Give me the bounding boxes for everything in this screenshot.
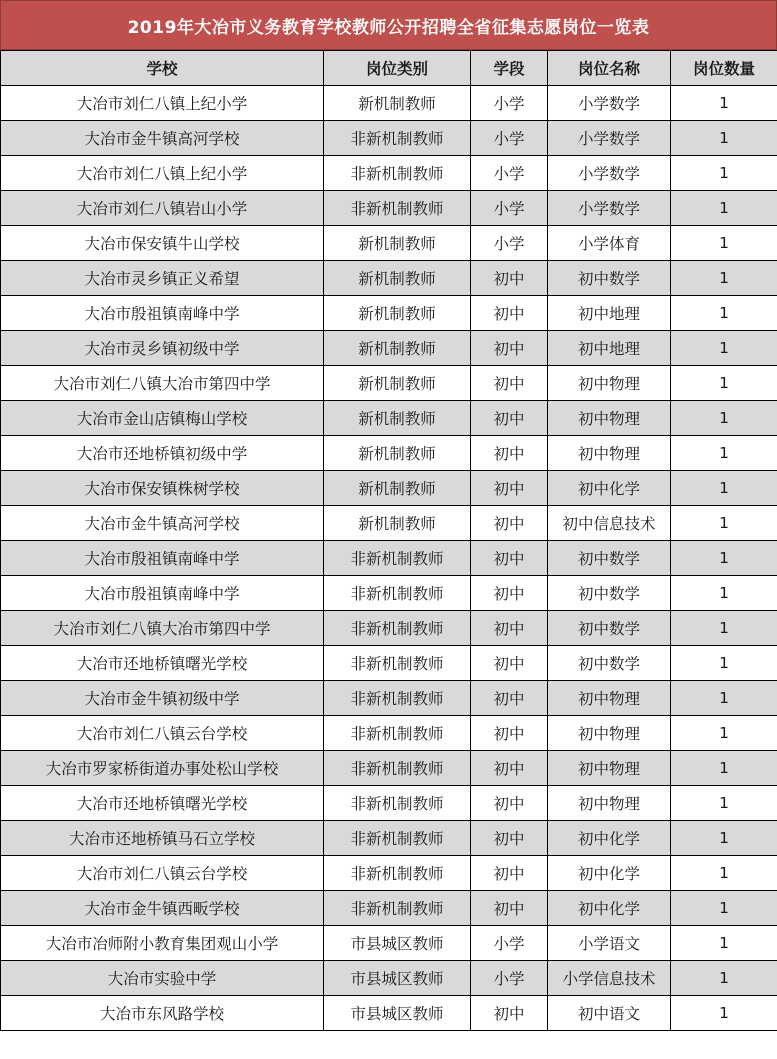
cell-position-name: 小学数学 [548, 156, 671, 191]
cell-school: 大冶市还地桥镇马石立学校 [1, 821, 324, 856]
table-row [1, 121, 777, 156]
cell-school: 大冶市刘仁八镇岩山小学 [1, 191, 324, 226]
cell-position-count: 1 [671, 821, 777, 856]
cell-school-level: 小学 [471, 226, 548, 261]
cell-school: 大冶市还地桥镇初级中学 [1, 436, 324, 471]
cell-school-level: 小学 [471, 121, 548, 156]
cell-school-level: 初中 [471, 821, 548, 856]
cell-school-level: 初中 [471, 401, 548, 436]
cell-position-category: 新机制教师 [324, 261, 471, 296]
table-title: 2019年大冶市义务教育学校教师公开招聘全省征集志愿岗位一览表 [0, 0, 777, 50]
cell-position-category: 非新机制教师 [324, 646, 471, 681]
cell-school: 大冶市金牛镇高河学校 [1, 121, 324, 156]
cell-position-category: 市县城区教师 [324, 961, 471, 996]
cell-school-level: 初中 [471, 436, 548, 471]
cell-position-name: 初中化学 [548, 471, 671, 506]
cell-school: 大冶市保安镇株树学校 [1, 471, 324, 506]
cell-position-name: 初中化学 [548, 821, 671, 856]
cell-school-level: 小学 [471, 86, 548, 121]
cell-school-level: 初中 [471, 856, 548, 891]
cell-position-count: 1 [671, 856, 777, 891]
cell-school: 大冶市殷祖镇南峰中学 [1, 541, 324, 576]
table-body [1, 86, 777, 1031]
column-header-position-count: 岗位数量 [671, 51, 777, 86]
column-header-position-category: 岗位类别 [324, 51, 471, 86]
cell-school: 大冶市冶师附小教育集团观山小学 [1, 926, 324, 961]
cell-position-name: 小学语文 [548, 926, 671, 961]
cell-school-level: 初中 [471, 611, 548, 646]
cell-position-category: 市县城区教师 [324, 996, 471, 1031]
cell-position-name: 初中数学 [548, 541, 671, 576]
cell-school: 大冶市刘仁八镇大冶市第四中学 [1, 611, 324, 646]
cell-position-count: 1 [671, 226, 777, 261]
cell-position-name: 初中物理 [548, 366, 671, 401]
cell-position-category: 非新机制教师 [324, 156, 471, 191]
cell-school-level: 初中 [471, 751, 548, 786]
cell-position-name: 初中物理 [548, 401, 671, 436]
table-row [1, 856, 777, 891]
cell-position-category: 非新机制教师 [324, 716, 471, 751]
cell-position-category: 非新机制教师 [324, 541, 471, 576]
cell-school-level: 初中 [471, 366, 548, 401]
cell-school-level: 初中 [471, 891, 548, 926]
cell-position-name: 初中数学 [548, 576, 671, 611]
table-row [1, 86, 777, 121]
cell-position-count: 1 [671, 506, 777, 541]
table-row [1, 261, 777, 296]
cell-position-count: 1 [671, 366, 777, 401]
cell-position-count: 1 [671, 891, 777, 926]
cell-school-level: 初中 [471, 716, 548, 751]
cell-position-category: 非新机制教师 [324, 681, 471, 716]
cell-school-level: 初中 [471, 681, 548, 716]
table-row [1, 436, 777, 471]
cell-school: 大冶市实验中学 [1, 961, 324, 996]
table-row [1, 191, 777, 226]
cell-position-count: 1 [671, 681, 777, 716]
table-row [1, 821, 777, 856]
cell-position-count: 1 [671, 261, 777, 296]
cell-position-category: 非新机制教师 [324, 191, 471, 226]
cell-position-count: 1 [671, 86, 777, 121]
cell-position-name: 初中物理 [548, 436, 671, 471]
cell-position-name: 初中物理 [548, 786, 671, 821]
cell-school: 大冶市殷祖镇南峰中学 [1, 576, 324, 611]
cell-position-category: 市县城区教师 [324, 926, 471, 961]
cell-position-name: 初中物理 [548, 681, 671, 716]
cell-position-category: 新机制教师 [324, 506, 471, 541]
header-row [1, 51, 777, 86]
cell-position-count: 1 [671, 436, 777, 471]
cell-school: 大冶市殷祖镇南峰中学 [1, 296, 324, 331]
table-row [1, 331, 777, 366]
cell-position-category: 新机制教师 [324, 366, 471, 401]
cell-school: 大冶市灵乡镇初级中学 [1, 331, 324, 366]
cell-school-level: 初中 [471, 506, 548, 541]
cell-position-count: 1 [671, 331, 777, 366]
cell-school: 大冶市保安镇牛山学校 [1, 226, 324, 261]
cell-position-name: 初中物理 [548, 716, 671, 751]
column-header-school: 学校 [1, 51, 324, 86]
cell-position-name: 初中地理 [548, 296, 671, 331]
cell-position-count: 1 [671, 156, 777, 191]
cell-position-category: 非新机制教师 [324, 121, 471, 156]
cell-school-level: 小学 [471, 961, 548, 996]
cell-school: 大冶市刘仁八镇上纪小学 [1, 86, 324, 121]
table-row [1, 996, 777, 1031]
cell-position-name: 初中化学 [548, 856, 671, 891]
cell-position-category: 新机制教师 [324, 296, 471, 331]
cell-position-name: 小学数学 [548, 121, 671, 156]
table-row [1, 541, 777, 576]
cell-position-name: 初中数学 [548, 646, 671, 681]
table-row [1, 401, 777, 436]
cell-position-category: 新机制教师 [324, 331, 471, 366]
cell-school: 大冶市灵乡镇正义希望 [1, 261, 324, 296]
cell-school: 大冶市刘仁八镇上纪小学 [1, 156, 324, 191]
cell-school-level: 小学 [471, 926, 548, 961]
cell-school-level: 小学 [471, 191, 548, 226]
table-row [1, 506, 777, 541]
column-header-school-level: 学段 [471, 51, 548, 86]
table-row [1, 156, 777, 191]
cell-school: 大冶市刘仁八镇云台学校 [1, 716, 324, 751]
cell-position-count: 1 [671, 611, 777, 646]
table-row [1, 296, 777, 331]
cell-school-level: 初中 [471, 996, 548, 1031]
cell-school: 大冶市罗家桥街道办事处松山学校 [1, 751, 324, 786]
cell-position-category: 非新机制教师 [324, 611, 471, 646]
cell-school-level: 初中 [471, 786, 548, 821]
column-header-position-name: 岗位名称 [548, 51, 671, 86]
cell-position-name: 小学体育 [548, 226, 671, 261]
cell-position-count: 1 [671, 401, 777, 436]
cell-position-category: 非新机制教师 [324, 891, 471, 926]
cell-position-count: 1 [671, 751, 777, 786]
cell-position-name: 小学信息技术 [548, 961, 671, 996]
table-row [1, 366, 777, 401]
cell-position-category: 新机制教师 [324, 471, 471, 506]
table-row [1, 681, 777, 716]
cell-school-level: 初中 [471, 261, 548, 296]
cell-school: 大冶市金牛镇西畈学校 [1, 891, 324, 926]
cell-position-name: 小学数学 [548, 191, 671, 226]
table-row [1, 786, 777, 821]
cell-position-category: 新机制教师 [324, 86, 471, 121]
cell-position-count: 1 [671, 961, 777, 996]
cell-position-category: 非新机制教师 [324, 751, 471, 786]
table-row [1, 716, 777, 751]
table-row [1, 751, 777, 786]
cell-school: 大冶市东风路学校 [1, 996, 324, 1031]
cell-position-name: 初中数学 [548, 611, 671, 646]
positions-table [0, 50, 777, 1031]
cell-position-count: 1 [671, 926, 777, 961]
cell-school: 大冶市刘仁八镇云台学校 [1, 856, 324, 891]
cell-school: 大冶市金牛镇高河学校 [1, 506, 324, 541]
cell-school-level: 初中 [471, 541, 548, 576]
cell-school: 大冶市金牛镇初级中学 [1, 681, 324, 716]
cell-school: 大冶市还地桥镇曙光学校 [1, 646, 324, 681]
cell-position-category: 新机制教师 [324, 226, 471, 261]
table-row [1, 576, 777, 611]
table-row [1, 646, 777, 681]
cell-position-category: 新机制教师 [324, 436, 471, 471]
cell-position-count: 1 [671, 996, 777, 1031]
cell-position-name: 初中信息技术 [548, 506, 671, 541]
cell-position-category: 非新机制教师 [324, 576, 471, 611]
cell-school: 大冶市刘仁八镇大冶市第四中学 [1, 366, 324, 401]
cell-position-name: 小学数学 [548, 86, 671, 121]
cell-position-name: 初中化学 [548, 891, 671, 926]
cell-position-count: 1 [671, 471, 777, 506]
table-row [1, 926, 777, 961]
table-row [1, 471, 777, 506]
cell-position-category: 新机制教师 [324, 401, 471, 436]
cell-position-category: 非新机制教师 [324, 856, 471, 891]
table-row [1, 611, 777, 646]
cell-position-count: 1 [671, 541, 777, 576]
table-row [1, 891, 777, 926]
cell-school-level: 初中 [471, 576, 548, 611]
cell-position-count: 1 [671, 716, 777, 751]
cell-school-level: 初中 [471, 471, 548, 506]
cell-school-level: 初中 [471, 296, 548, 331]
cell-school: 大冶市还地桥镇曙光学校 [1, 786, 324, 821]
cell-position-name: 初中地理 [548, 331, 671, 366]
cell-position-name: 初中物理 [548, 751, 671, 786]
cell-position-count: 1 [671, 296, 777, 331]
cell-position-category: 非新机制教师 [324, 821, 471, 856]
cell-position-count: 1 [671, 786, 777, 821]
cell-position-category: 非新机制教师 [324, 786, 471, 821]
cell-position-count: 1 [671, 191, 777, 226]
cell-school: 大冶市金山店镇梅山学校 [1, 401, 324, 436]
cell-school-level: 初中 [471, 331, 548, 366]
cell-position-count: 1 [671, 576, 777, 611]
cell-position-count: 1 [671, 121, 777, 156]
cell-position-count: 1 [671, 646, 777, 681]
table-row [1, 961, 777, 996]
cell-school-level: 初中 [471, 646, 548, 681]
cell-position-name: 初中语文 [548, 996, 671, 1031]
cell-position-name: 初中数学 [548, 261, 671, 296]
table-row [1, 226, 777, 261]
cell-school-level: 小学 [471, 156, 548, 191]
